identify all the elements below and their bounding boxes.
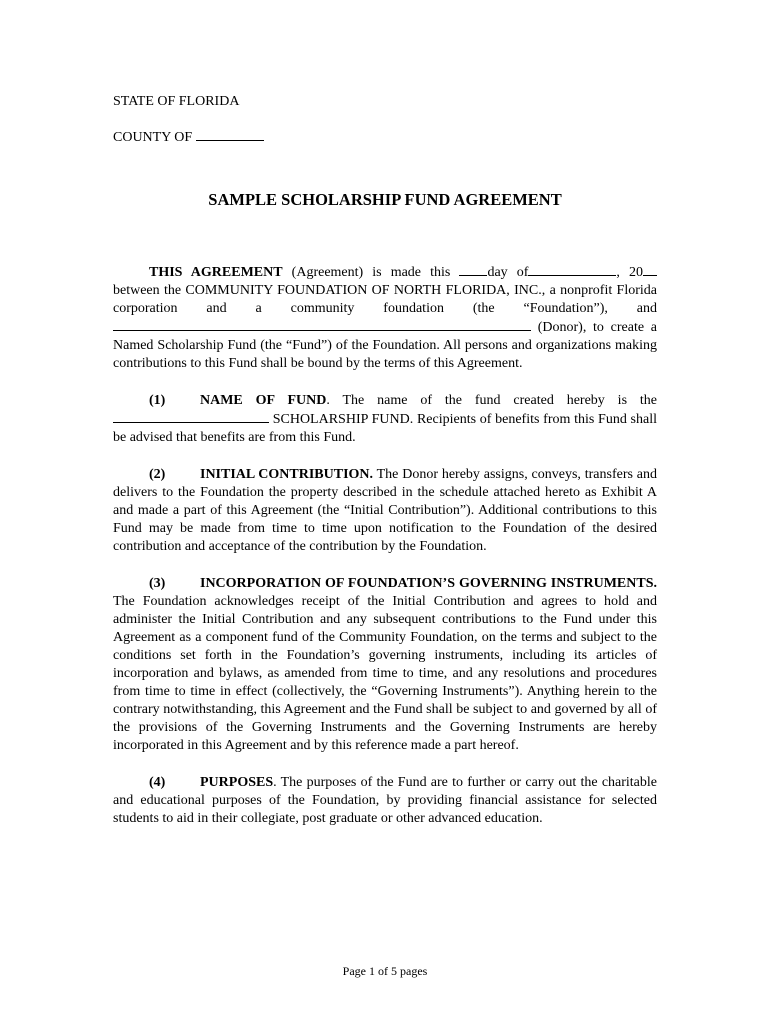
section-text: . The name of the fund created hereby is the (326, 393, 658, 408)
intro-line1-year: , 20 (616, 265, 643, 280)
section-number: (1) (149, 393, 166, 408)
year-blank (643, 263, 657, 276)
intro-line1-day: day of (487, 265, 529, 280)
section-name-of-fund (113, 392, 657, 447)
section-text-continued: SCHOLARSHIP FUND. Recipients of benefits from this Fund shall be advised that benefits are from this Fund. (113, 412, 657, 445)
county-label: COUNTY OF (113, 130, 193, 145)
section-heading: INCORPORATION OF FOUNDATION’S GOVERNING (200, 576, 547, 591)
section-heading: NAME OF FUND (200, 393, 327, 408)
intro-line2: between the COMMUNITY FOUNDATION OF NORTH FLORIDA, INC., a nonprofit Florida corporation and a community foundation (the “Foundation”), and (113, 283, 657, 316)
intro-lead: THIS AGREEMENT (149, 265, 283, 280)
section-heading: INITIAL CONTRIBUTION. (200, 467, 374, 482)
section-governing-instruments (113, 575, 657, 755)
section-number: (2) (149, 467, 166, 482)
donor-blank (113, 318, 531, 331)
intro-line3-donor: (Donor), to create (531, 320, 645, 335)
section-heading-continued: INSTRUMENTS. (550, 576, 657, 591)
state-heading: STATE OF FLORIDA (113, 94, 240, 109)
county-blank (196, 128, 264, 141)
section-purposes (113, 774, 657, 828)
agreement-body (113, 263, 657, 847)
month-blank (528, 263, 616, 276)
section-text: . The purposes of the Fund are to further or carry out the charitable and educational purposes of the Foundation, by providing financial assistance for selected students to aid in their collegiate, post graduate or other advanced education. (113, 775, 657, 826)
fund-name-blank (113, 410, 269, 423)
page-footer: Page 1 of 5 pages (342, 964, 428, 978)
section-text: The Foundation acknowledges receipt of the Initial Contribution and agrees to hold and administer the Initial Contribution and any subsequent contributions to the Fund under this Agreement as a component fund of the Community Foundation, on the terms and subject to the conditions set forth in the Foundation’s governing instruments, including its articles of incorporation and bylaws, as amended from time to time, and any resolutions and procedures from time to time in effect (collectively, the “Governing Instruments”). Anything herein to the contrary notwithstanding, this Agreement and the Fund shall be subject to and governed by all of the provisions of the Governing Instruments and the Governing Instruments are hereby incorporated in this Agreement and by this reference made a part hereof. (113, 594, 657, 753)
county-heading (113, 128, 264, 146)
intro-line4: a Named Scholarship Fund (the “Fund”) of the Foundation. All persons and organizations making contributions to this Fund shall be bound by the terms of this Agreement. (113, 320, 657, 371)
section-heading: PURPOSES (200, 775, 274, 790)
section-initial-contribution (113, 466, 657, 556)
day-blank (459, 263, 487, 276)
section-number: (3) (149, 576, 166, 591)
document-title: SAMPLE SCHOLARSHIP FUND AGREEMENT (208, 190, 562, 209)
section-text: The Donor hereby assigns, conveys, transfers and delivers to the Foundation the property described in the schedule attached hereto as Exhibit A and made a part of this Agreement (the “Initial Contribution”). Additional contributions to this Fund may be made from time to time upon notification to the Foundation of the desired contribution and acceptance of the contribution by the Foundation. (113, 467, 657, 554)
section-number: (4) (149, 775, 166, 790)
intro-paragraph (113, 263, 657, 373)
intro-line1-text: (Agreement) is made this (282, 265, 460, 280)
